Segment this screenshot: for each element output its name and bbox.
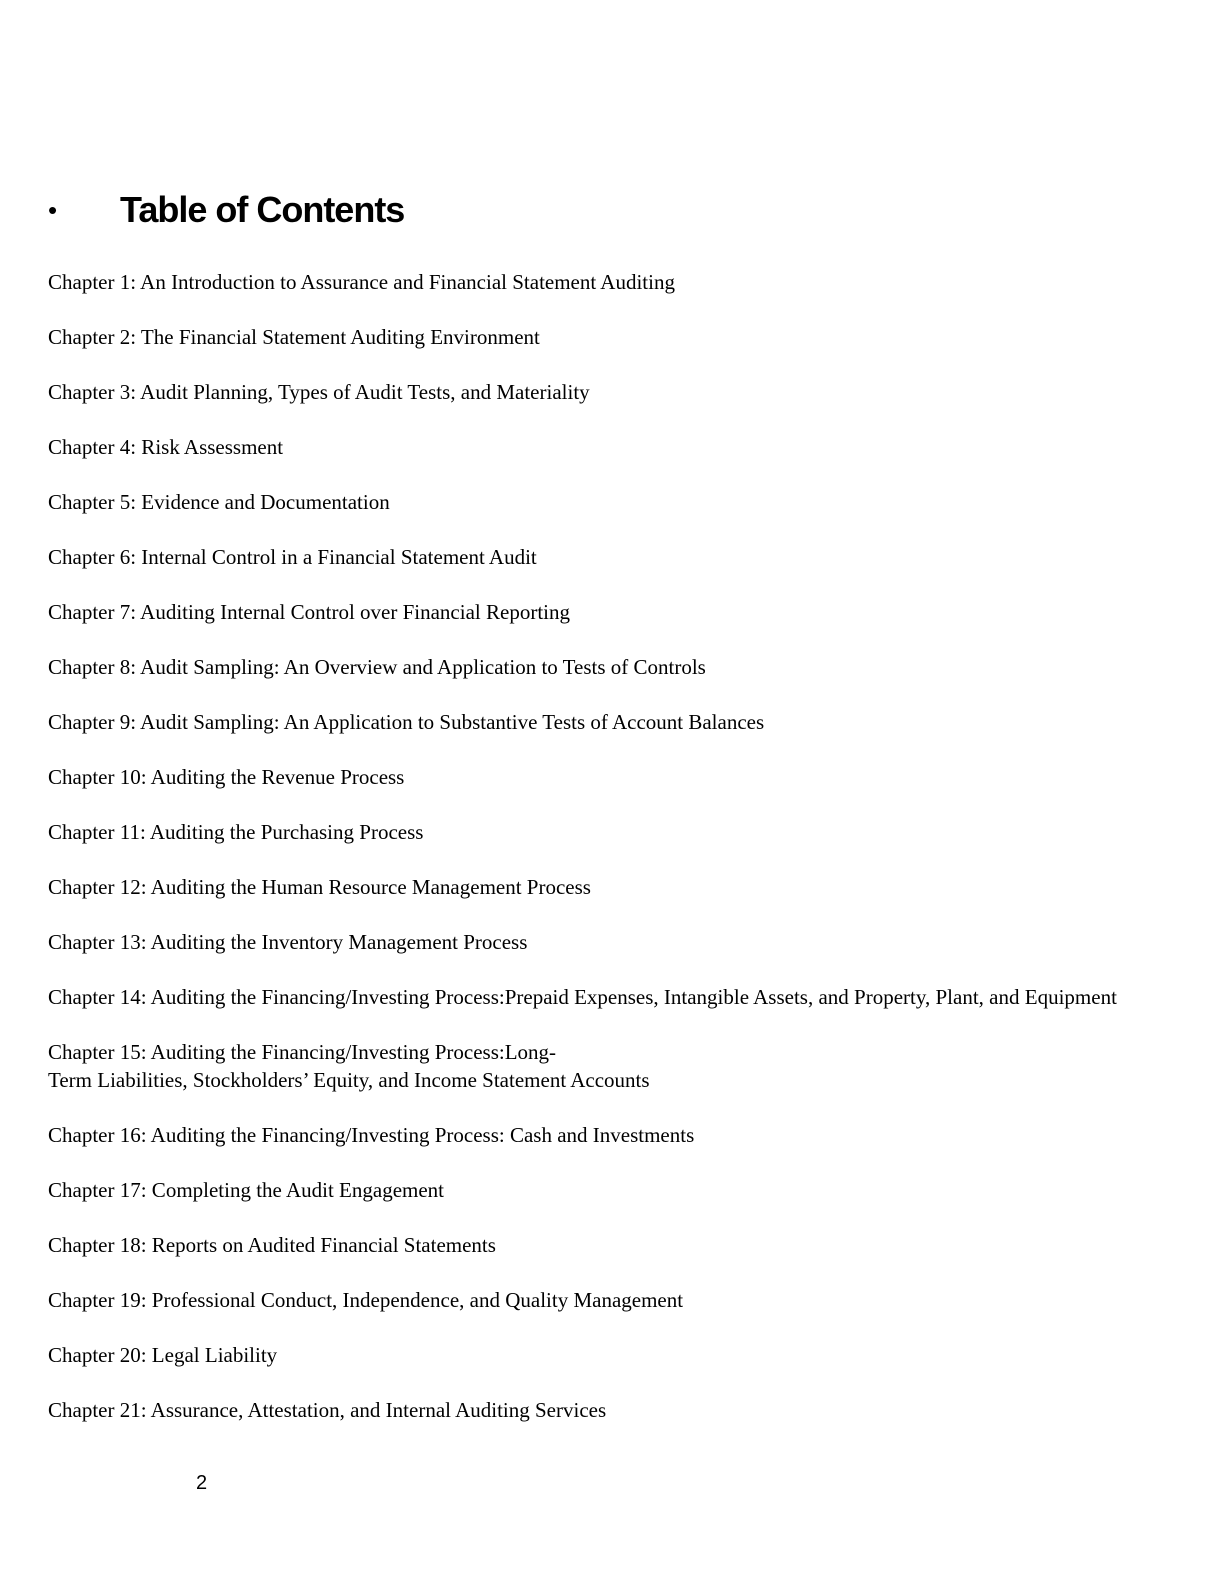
toc-item-chapter-5: Chapter 5: Evidence and Documentation: [48, 490, 390, 514]
toc-item-chapter-20: Chapter 20: Legal Liability: [48, 1343, 278, 1367]
toc-item-chapter-10: Chapter 10: Auditing the Revenue Process: [48, 765, 405, 789]
toc-item-chapter-13: Chapter 13: Auditing the Inventory Management Process: [48, 930, 528, 954]
toc-item-chapter-4: Chapter 4: Risk Assessment: [48, 435, 284, 459]
toc-item-chapter-7: Chapter 7: Auditing Internal Control over Financial Reporting: [48, 600, 570, 624]
toc-item-chapter-19: Chapter 19: Professional Conduct, Independence, and Quality Management: [48, 1288, 684, 1312]
toc-item-chapter-11: Chapter 11: Auditing the Purchasing Process: [48, 820, 424, 844]
toc-item-chapter-16: Chapter 16: Auditing the Financing/Investing Process: Cash and Investments: [48, 1123, 695, 1147]
toc-item-chapter-15: Chapter 15: Auditing the Financing/Investing Process:Long- Term Liabilities, Stockholders’ Equity, and Income Statement Accounts: [48, 1040, 650, 1092]
toc-item-chapter-9: Chapter 9: Audit Sampling: An Application to Substantive Tests of Account Balances: [48, 710, 765, 734]
toc-item-chapter-12: Chapter 12: Auditing the Human Resource Management Process: [48, 875, 591, 899]
bullet-icon: •: [48, 194, 58, 225]
page-title: Table of Contents: [120, 189, 405, 230]
toc-item-chapter-14: Chapter 14: Auditing the Financing/Investing Process:Prepaid Expenses, Intangible Assets, and Property, Plant, and Equipment: [48, 985, 1117, 1009]
toc-item-chapter-17: Chapter 17: Completing the Audit Engagement: [48, 1178, 445, 1202]
toc-heading: [48, 186, 404, 234]
toc-item-chapter-8: Chapter 8: Audit Sampling: An Overview and Application to Tests of Controls: [48, 655, 706, 679]
toc-item-chapter-21: Chapter 21: Assurance, Attestation, and Internal Auditing Services: [48, 1398, 607, 1422]
toc-item-chapter-1: Chapter 1: An Introduction to Assurance and Financial Statement Auditing: [48, 270, 675, 294]
toc-item-chapter-18: Chapter 18: Reports on Audited Financial Statements: [48, 1233, 496, 1257]
table-of-contents-list: [48, 268, 1198, 1451]
toc-item-chapter-6: Chapter 6: Internal Control in a Financial Statement Audit: [48, 545, 537, 569]
toc-item-chapter-3: Chapter 3: Audit Planning, Types of Audit Tests, and Materiality: [48, 380, 590, 404]
page-number: 2: [196, 1472, 208, 1494]
toc-item-chapter-2: Chapter 2: The Financial Statement Auditing Environment: [48, 325, 540, 349]
